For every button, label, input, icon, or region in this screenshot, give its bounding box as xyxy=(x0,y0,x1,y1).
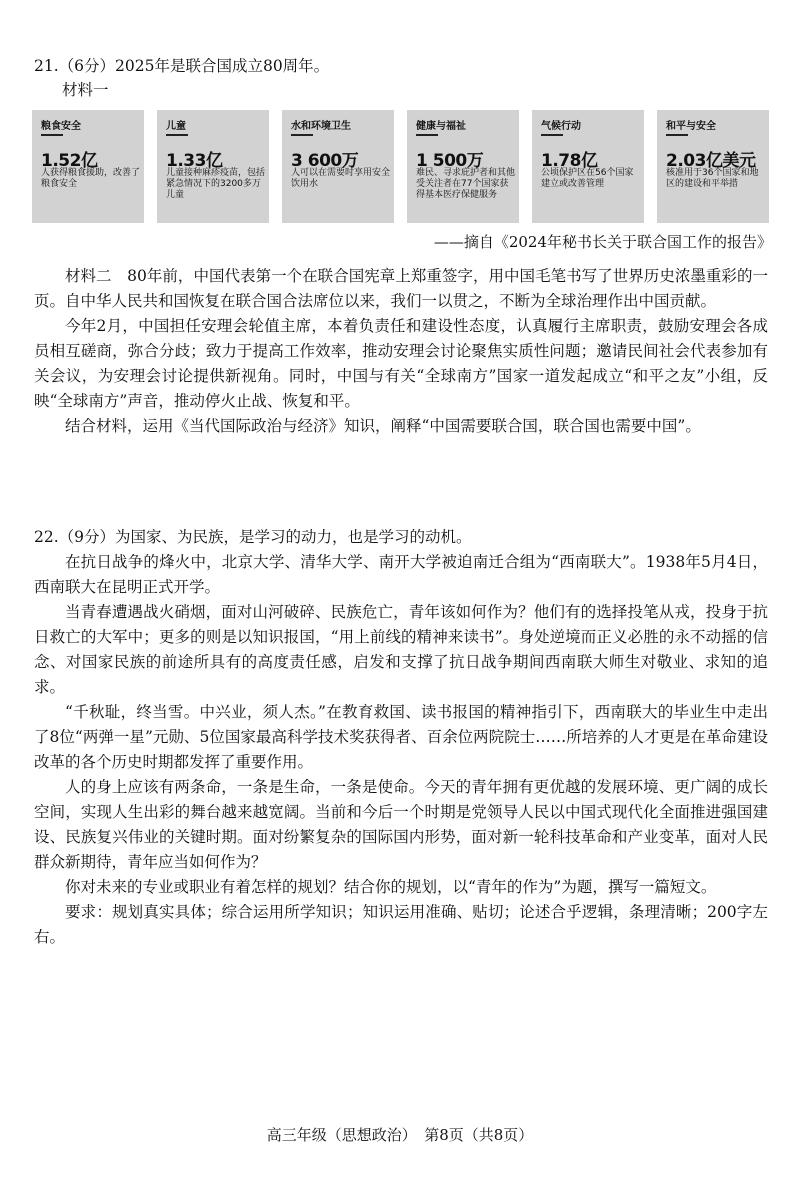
material2-paragraph: 材料二 80年前，中国代表第一个在联合国宪章上郑重签字，用中国毛笔书写了世界历史浓墨重彩的一页。自中华人民共和国恢复在联合国合法席位以来，我们一以贯之，不断为全球治理作出中国贡献。 xyxy=(34,267,768,310)
q22-task: 你对未来的专业或职业有着怎样的规划？结合你的规划，以“青年的作为”为题，撰写一篇短文。 xyxy=(65,878,717,896)
tile-rule xyxy=(41,134,63,136)
tile-value: 1.33亿 xyxy=(166,151,223,171)
tile-children xyxy=(157,110,269,223)
tile-title: 气候行动 xyxy=(541,121,581,132)
q21-body xyxy=(34,264,768,439)
q21-task: 结合材料，运用《当代国际政治与经济》知识，阐释“中国需要联合国，联合国也需要中国”。 xyxy=(65,417,701,435)
tile-health-wellbeing xyxy=(407,110,519,223)
q22-paragraph-2: 当青春遭遇战火硝烟，面对山河破碎、民族危亡，青年该如何作为？他们有的选择投笔从戎，投身于抗日救亡的大军中；更多的则是以知识报国，“用上前线的精神来读书”。身处逆境而正义必胜的永不动摇的信念、对国家民族的前途所具有的高度责任感，启发和支撑了抗日战争期间西南联大师生对敬业、求知的追求。 xyxy=(34,603,768,696)
tile-value: 1.52亿 xyxy=(41,151,98,171)
tile-title: 粮食安全 xyxy=(41,121,81,132)
infographic-tiles xyxy=(32,110,772,223)
tile-rule xyxy=(166,134,188,136)
tile-value: 1 500万 xyxy=(416,151,484,171)
tile-rule xyxy=(291,134,313,136)
material1-label: 材料一 xyxy=(62,81,109,99)
tile-food-security xyxy=(32,110,144,223)
tile-rule xyxy=(541,134,563,136)
tile-rule xyxy=(416,134,438,136)
tile-title: 和平与安全 xyxy=(666,121,716,132)
tile-title: 儿童 xyxy=(166,121,186,132)
tile-value: 3 600万 xyxy=(291,151,359,171)
tile-rule xyxy=(666,134,688,136)
material1-source: ——摘自《2024年秘书长关于联合国工作的报告》 xyxy=(433,233,772,251)
q22-paragraph-4: 人的身上应该有两条命，一条是生命，一条是使命。今天的青年拥有更优越的发展环境、更广阔的成长空间，实现人生出彩的舞台越来越宽阔。当前和今后一个时期是党领导人民以中国式现代化全面推进强国建设、民族复兴伟业的关键时期。面对纷繁复杂的国际国内形势，面对新一轮科技革命和产业变革，面对人民群众新期待，青年应当如何作为？ xyxy=(34,778,768,871)
q22-body xyxy=(34,550,768,950)
tile-title: 健康与福祉 xyxy=(416,121,466,132)
tile-desc: 儿童接种麻疹疫苗，包括紧急情况下的3200多万儿童 xyxy=(166,168,266,200)
tile-water-sanitation xyxy=(282,110,394,223)
tile-desc: 人获得粮食援助，改善了粮食安全 xyxy=(41,168,141,189)
q22-paragraph-1: 在抗日战争的烽火中，北京大学、清华大学、南开大学被迫南迁合组为“西南联大”。1938年5月4日，西南联大在昆明正式开学。 xyxy=(34,553,768,596)
tile-value: 1.78亿 xyxy=(541,151,598,171)
tile-desc: 难民、寻求庇护者和其他受关注者在77个国家获得基本医疗保健服务 xyxy=(416,168,516,200)
tile-climate-action xyxy=(532,110,644,223)
q21-header: 21.（6分）2025年是联合国成立80周年。 xyxy=(34,57,330,75)
page-footer: 高三年级（思想政治） 第8页（共8页） xyxy=(266,1126,534,1144)
tile-desc: 核准用于36个国家和地区的建设和平举措 xyxy=(666,168,759,189)
tile-title: 水和环境卫生 xyxy=(291,121,351,132)
q22-paragraph-3: “千秋耻，终当雪。中兴业，须人杰。”在教育救国、读书报国的精神指引下，西南联大的毕业生中走出了8位“两弹一星”元勋、5位国家最高科学技术奖获得者、百余位两院院士……所培养的人才更是在革命建设改革的各个历史时期都发挥了重要作用。 xyxy=(34,703,768,771)
q22-header: 22.（9分）为国家、为民族，是学习的动力，也是学习的动机。 xyxy=(34,528,472,546)
material2-paragraph-2: 今年2月，中国担任安理会轮值主席，本着负责任和建设性态度，认真履行主席职责，鼓励安理会各成员相互磋商，弥合分歧；致力于提高工作效率，推动安理会讨论聚焦实质性问题；邀请民间社会代表参加有关会议，为安理会讨论提供新视角。同时，中国与有关“全球南方”国家一道发起成立“和平之友”小组，反映“全球南方”声音，推动停火止战、恢复和平。 xyxy=(34,317,768,410)
tile-peace-security xyxy=(657,110,769,223)
tile-value: 2.03亿美元 xyxy=(666,151,756,171)
tile-desc: 人可以在需要时享用安全饮用水 xyxy=(291,168,391,189)
q22-requirements: 要求：规划真实具体；综合运用所学知识；知识运用准确、贴切；论述合乎逻辑，条理清晰；200字左右。 xyxy=(34,903,768,946)
tile-desc: 公顷保护区在56个国家建立或改善管理 xyxy=(541,168,634,189)
